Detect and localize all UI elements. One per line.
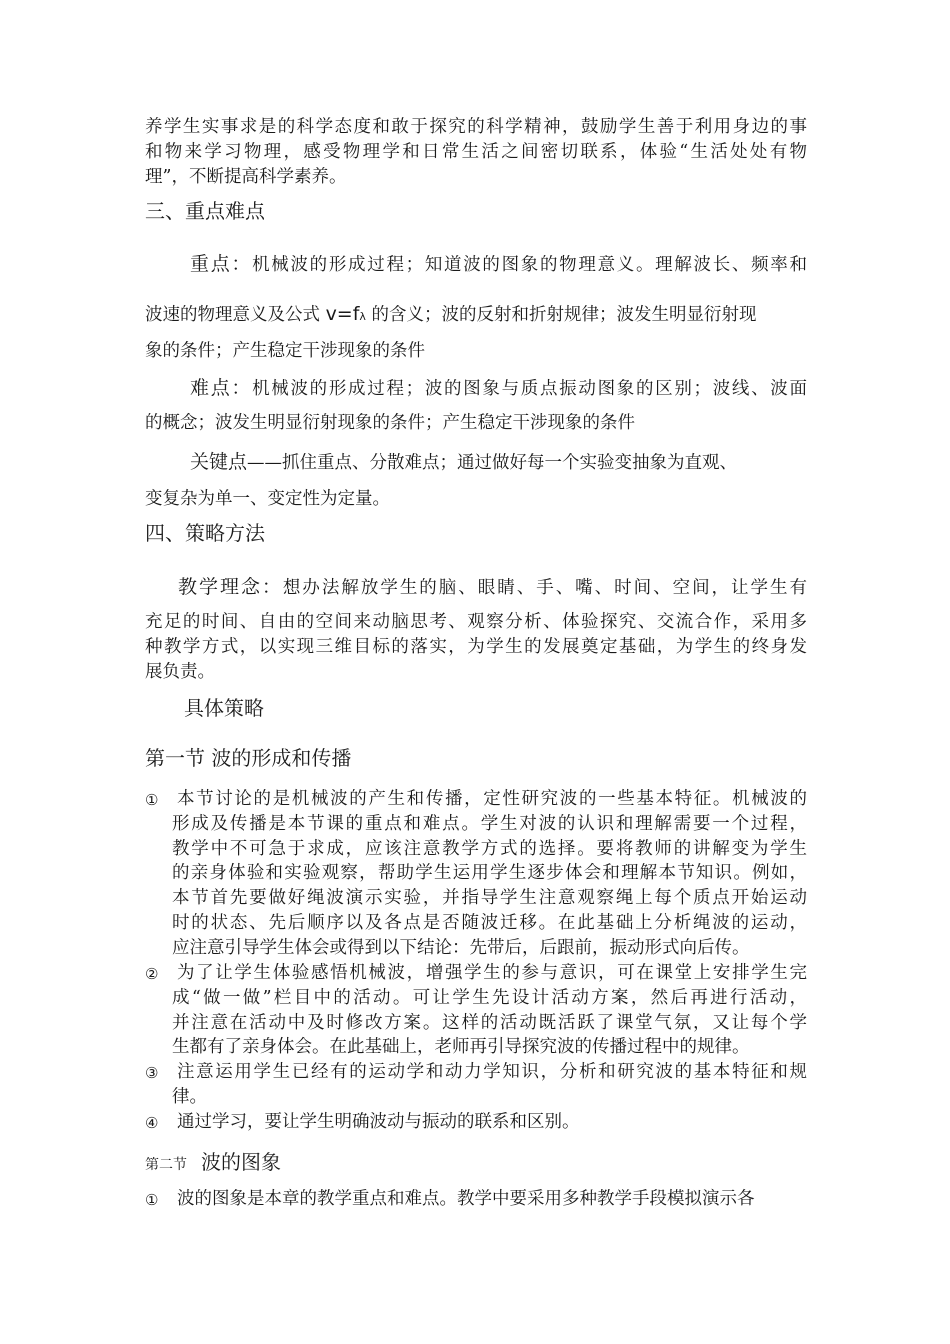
difficult-points-line: 的概念；波发生明显衍射现象的条件；产生稳定干涉现象的条件: [145, 413, 635, 433]
subheading: 具体策略: [184, 696, 264, 720]
teaching-idea-label: 教学理念：: [178, 576, 283, 598]
key-points-text: 机械波的形成过程；知道波的图象的物理意义。理解波长、频率和: [252, 255, 807, 275]
list-item-number: ②: [145, 965, 159, 983]
list-item-line: 为了让学生体验感悟机械波，增强学生的参与意识，可在课堂上安排学生完: [177, 963, 807, 983]
list-item-line: 并注意在活动中及时修改方案。这样的活动既活跃了课堂气氛，又让每个学: [172, 1012, 807, 1033]
list-item-number: ①: [145, 1191, 159, 1209]
key-points-text: 波速的物理意义及公式: [145, 305, 326, 325]
paragraph-line: 理”，不断提高科学素养。: [145, 167, 347, 187]
list-item-line: 本节首先要做好绳波演示实验，并指导学生注意观察绳上每个质点开始运动: [172, 888, 807, 909]
list-item-line: 应注意引导学生体会或得到以下结论：先带后，后跟前，振动形式向后传。: [172, 937, 750, 958]
list-item-line: 本节讨论的是机械波的产生和传播，定性研究波的一些基本特征。机械波的: [177, 789, 807, 809]
key-points-line: 象的条件；产生稳定干涉现象的条件: [145, 341, 425, 361]
keypoint-line: [190, 450, 737, 475]
key-points-label: 重点：: [190, 253, 253, 275]
list-item-line: 时的状态、先后顺序以及各点是否随波迁移。在此基础上分析绳波的运动，: [172, 913, 807, 933]
teaching-idea-line: [178, 575, 807, 600]
keypoint-text: ——抓住重点、分散难点；通过做好每一个实验变抽象为直观、: [247, 453, 738, 473]
difficult-points-text: 机械波的形成过程；波的图象与质点振动图象的区别；波线、波面: [252, 379, 807, 399]
section-heading: 三、重点难点: [145, 199, 265, 223]
formula: v=f: [325, 303, 360, 325]
list-item-line: 波的图象是本章的教学重点和难点。教学中要采用多种教学手段模拟演示各: [177, 1189, 755, 1209]
keypoint-line: 变复杂为单一、变定性为定量。: [145, 489, 390, 509]
teaching-idea-line: 充足的时间、自由的空间来动脑思考、观察分析、体验探究、交流合作，采用多: [145, 612, 807, 632]
list-item-line: 注意运用学生已经有的运动学和动力学知识，分析和研究波的基本特征和规: [177, 1062, 807, 1082]
difficult-points-line: [190, 376, 807, 401]
list-item-line: 生都有了亲身体会。在此基础上，老师再引导探究波的传播过程中的规律。: [172, 1037, 750, 1058]
formula-subscript: λ: [359, 310, 366, 323]
list-item-line: 教学中不可急于求成，应该注意教学方式的选择。要将教师的讲解变为学生: [172, 838, 807, 859]
difficult-points-label: 难点：: [190, 377, 253, 399]
list-item-line: 律。: [172, 1086, 207, 1107]
list-item-line: 的亲身体验和实验观察，帮助学生运用学生逐步体会和理解本节知识。例如，: [172, 863, 807, 884]
section-name: 波的图象: [201, 1150, 281, 1174]
key-points-line: [190, 252, 807, 277]
list-item-line: 成“做一做”栏目中的活动。可让学生先设计活动方案，然后再进行活动，: [172, 987, 807, 1008]
list-item-line: 形成及传播是本节课的重点和难点。学生对波的认识和理解需要一个过程，: [172, 813, 807, 834]
list-item-line: 通过学习，要让学生明确波动与振动的联系和区别。: [177, 1112, 580, 1132]
section-title: [145, 1150, 281, 1177]
teaching-idea-text: 想办法解放学生的脑、眼睛、手、嘴、时间、空间，让学生有: [282, 578, 807, 598]
key-points-line: [145, 302, 807, 329]
section-heading: 四、策略方法: [145, 521, 265, 545]
teaching-idea-line: 种教学方式，以实现三维目标的落实，为学生的发展奠定基础，为学生的终身发: [145, 637, 807, 657]
section-number: 第二节: [145, 1157, 187, 1173]
key-points-text: 的含义；波的反射和折射规律；波发生明显衍射现: [365, 305, 757, 325]
keypoint-label: 关键点: [190, 451, 248, 473]
section-title: 第一节 波的形成和传播: [145, 746, 352, 770]
list-item-number: ①: [145, 791, 159, 809]
list-item-number: ④: [145, 1114, 159, 1132]
paragraph-line: 养学生实事求是的科学态度和敢于探究的科学精神，鼓励学生善于利用身边的事: [145, 117, 807, 137]
teaching-idea-line: 展负责。: [145, 662, 215, 682]
list-item-number: ③: [145, 1064, 159, 1082]
paragraph-line: 和物来学习物理，感受物理学和日常生活之间密切联系，体验“生活处处有物: [145, 142, 807, 162]
